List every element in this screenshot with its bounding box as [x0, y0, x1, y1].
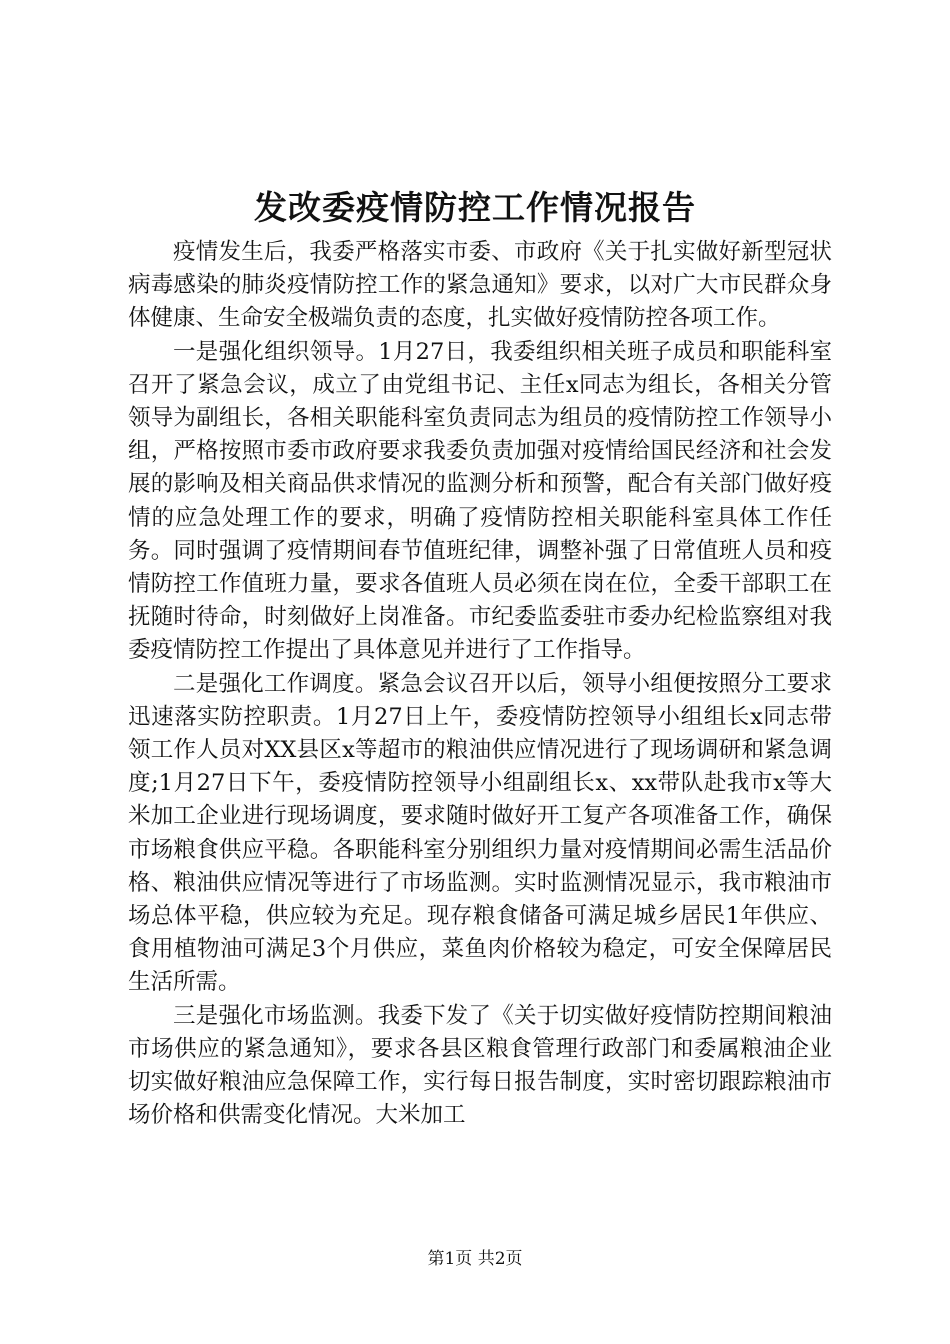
page-footer: 第1页 共2页	[427, 1249, 523, 1269]
document-body	[128, 236, 832, 1132]
paragraph-organization: 一是强化组织领导。1月27日，我委组织相关班子成员和职能科室召开了紧急会议，成立了由党组书记、主任x同志为组长，各相关分管领导为副组长，各相关职能科室负责同志为组员的疫情防控工作领导小组，严格按照市委市政府要求我委负责加强对疫情给国民经济和社会发展的影响及相关商品供求情况的监测分析和预警，配合有关部门做好疫情的应急处理工作的要求，明确了疫情防控相关职能科室具体工作任务。同时强调了疫情期间春节值班纪律，调整补强了日常值班人员和疫情防控工作值班力量，要求各值班人员必须在岗在位，全委干部职工在抚随时待命，时刻做好上岗准备。市纪委监委驻市委办纪检监察组对我委疫情防控工作提出了具体意见并进行了工作指导。	[128, 338, 832, 664]
paragraph-scheduling: 二是强化工作调度。紧急会议召开以后，领导小组便按照分工要求迅速落实防控职责。1月27日上午，委疫情防控领导小组组长x同志带领工作人员对XX县区x等超市的粮油供应情况进行了现场调研和紧急调度;1月27日下午，委疫情防控领导小组副组长x、xx带队赴我市x等大米加工企业进行现场调度，要求随时做好开工复产各项准备工作，确保市场粮食供应平稳。各职能科室分别组织力量对疫情期间必需生活品价格、粮油供应情况等进行了市场监测。实时监测情况显示，我市粮油市场总体平稳，供应较为充足。现存粮食储备可满足城乡居民1年供应、食用植物油可满足3个月供应，菜鱼肉价格较为稳定，可安全保障居民生活所需。	[128, 670, 832, 996]
paragraph-market-monitoring: 三是强化市场监测。我委下发了《关于切实做好疫情防控期间粮油市场供应的紧急通知》，要求各县区粮食管理行政部门和委属粮油企业切实做好粮油应急保障工作，实行每日报告制度，实时密切跟踪粮油市场价格和供需变化情况。大米加工	[128, 1002, 832, 1129]
paragraph-intro: 疫情发生后，我委严格落实市委、市政府《关于扎实做好新型冠状病毒感染的肺炎疫情防控工作的紧急通知》要求，以对广大市民群众身体健康、生命安全极端负责的态度，扎实做好疫情防控各项工作。	[128, 239, 832, 332]
document-title: 发改委疫情防控工作情况报告	[254, 188, 696, 227]
